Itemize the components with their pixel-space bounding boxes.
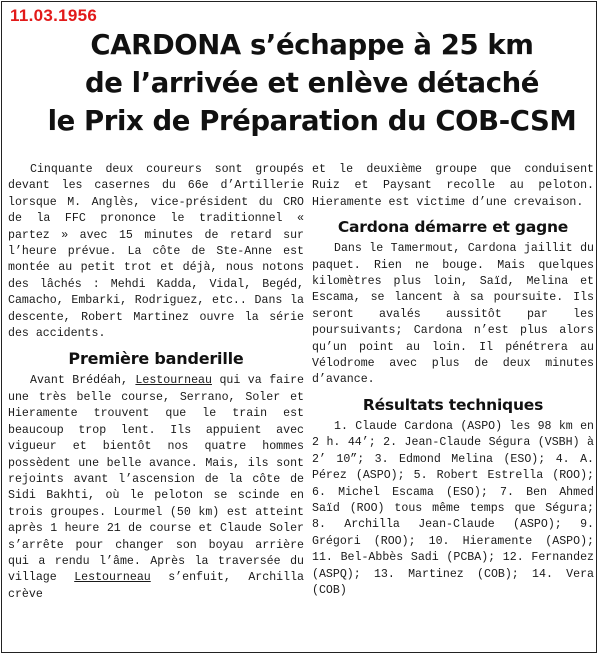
right-column [312,162,594,599]
continuation-paragraph: et le deuxième groupe que conduisent Ruiz et Paysant recolle au peloton. Hieramente est victime d’une crevaison. [312,163,594,209]
rider-name: Lestourneau [135,374,212,388]
intro-paragraph: Cinquante deux coureurs sont groupés devant les casernes du 66e d’Artillerie lorsque M. Anglès, vice-président du CRO de la FFC prononce le traditionnel « partez » avec 15 minutes de retard sur l’heure prévue. La côte de Ste-Anne est montée au petit trot et déjà, nous notons des lâchés : Mehdi Kadda, Vidal, Begéd, Camacho, Embarki, Rodriguez, etc.. Dans la descente, Robert Martinez ouvre la série des accidents. [8,163,304,341]
headline-line-1: CARDONA s’échappe à 25 km [90,29,534,61]
subhead-cardona-demarre: Cardona démarre et gagne [337,218,569,237]
newspaper-clipping [1,1,597,653]
paragraph-text: s’enfuit, Archilla crève [8,571,304,601]
subhead-premiere-banderille: Première banderille [68,349,244,369]
paragraph-text: qui va faire une très belle course, Serrano, Soler et Hieramente trouvent que le train est beaucoup trop lent. Ils appuient avec vigueur et bientôt nos quatre hommes possèdent une belle avance. Mais, ils sont rejoints avant l’ascension de la côte de Sidi Bakhti, où le peloton se scinde en trois groupes. Lourmel (50 km) est atteint après 1 heure 21 de course et Claude Soler s’arrête pour changer son boyau arrière qui a rendu l’âme. Après la traversée du village [8,374,304,585]
rider-name: Lestourneau [74,571,151,585]
headline-line-3: le Prix de Préparation du COB-CSM [47,105,577,137]
headline-line-2: de l’arrivée et enlève détaché [84,67,540,99]
subhead-resultats: Résultats techniques [362,395,544,414]
race-paragraph: Dans le Tamermout, Cardona jaillit du paquet. Rien ne bouge. Mais quelques kilomètres plus loin, Saïd, Melina et Escama, se lancent à sa poursuite. Ils seront avalés aussitôt par les poursuivants; Cardona n’est plus alors qu’un point au loin. Il pénétrera au Vélodrome avec plus de deux minutes d’avance. [312,242,594,387]
banderille-paragraph [8,373,304,603]
paragraph-text: Avant Brédéah, [30,374,136,388]
results-paragraph: 1. Claude Cardona (ASPO) les 98 km en 2 h. 44’; 2. Jean-Claude Ségura (VSBH) à 2’ 10”; 3. Edmond Melina (ESO); 4. A. Pérez (ASPO); 5. Robert Estrella (ROO); 6. Michel Escama (ESO); 7. Ben Ahmed Saïd (ROO) tous même temps que Ségura; 8. Archilla Jean-Claude (ASPO); 9. Grégori (ROO); 10. Hieramente (ASPO); 11. Bel-Abbès Sadi (PCBA); 12. Fernandez (ASPQ); 13. Martinez (COB); 14. Vera (COB) [312,419,594,597]
date-stamp: 11.03.1956 [10,6,98,25]
left-column [8,162,304,603]
headline [32,26,592,140]
